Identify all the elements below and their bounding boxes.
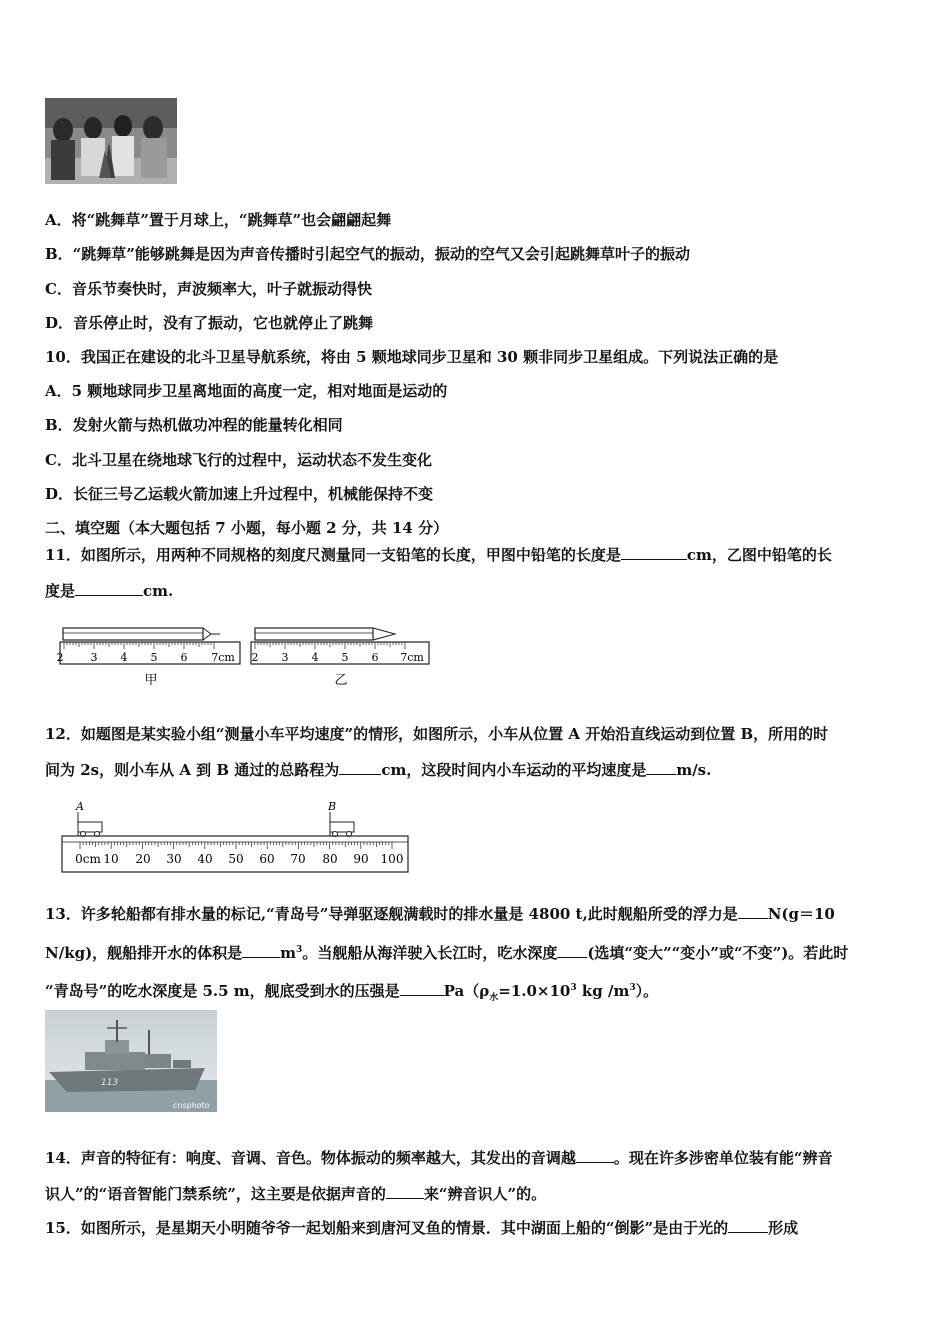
q15-text-a: 15．如图所示，是星期天小明随爷爷一起划船来到唐河叉鱼的情景．其中湖面上船的“倒影”是由于光的 — [45, 1219, 729, 1237]
q11-blank-1[interactable] — [621, 545, 687, 560]
scale-tick-0: 0cm — [75, 852, 101, 866]
ruler-jia-tick-3: 5 — [150, 651, 158, 664]
q14-text-d: 来“辨音识人”的。 — [423, 1185, 547, 1203]
q13-text-k: ）。 — [635, 982, 659, 1000]
q13-text-g: “青岛号”的吃水深度是 5.5 m，舰底受到水的压强是 — [45, 982, 400, 1000]
ruler-yi-tick-0: 2 — [251, 651, 259, 664]
q13-line2: N/kg)，舰船排开水的体积是 $m^3$。当舰船从海洋驶入长江时，吃水深度 (选填“变大”“变小”或“不变”)。若此时 — [45, 944, 849, 962]
ruler-jia — [57, 628, 241, 688]
ruler-yi-tick-3: 5 — [341, 651, 349, 664]
scale-tick-40: 40 — [197, 852, 213, 866]
scale-tick-60: 60 — [259, 852, 275, 866]
ruler-yi-tick-5: 7cm — [400, 651, 424, 664]
ruler-yi-tick-1: 3 — [281, 651, 289, 664]
scale-tick-50: 50 — [228, 852, 244, 866]
q15-text-b: 形成 — [768, 1219, 799, 1237]
q13-text-a: 13．许多轮船都有排水量的标记,“青岛号”导弹驱逐舰满载时的排水量是 4800 t,此时舰船所受的浮力是 — [45, 905, 738, 923]
photo-watermark: cnsphoto — [173, 1101, 210, 1110]
q13-text-e: 。当舰船从海洋驶入长江时，吃水深度 — [302, 944, 558, 962]
q12-text-c: m/s. — [676, 761, 712, 779]
q11-text-b: cm，乙图中铅笔的长 — [686, 546, 832, 564]
q13-text-d: m — [280, 944, 297, 962]
q9-option-d: D．音乐停止时，没有了振动，它也就停止了跳舞 — [45, 314, 374, 332]
ruler-jia-tick-2: 4 — [120, 651, 128, 664]
scale-tick-70: 70 — [290, 852, 306, 866]
warship-photo — [45, 1010, 217, 1112]
q13-text-f: (选填“变大”“变小”或“不变”)。若此时 — [587, 944, 849, 962]
q12-text-a: 间为 2s，则小车从 A 到 B 通过的总路程为 — [45, 761, 340, 779]
q11-blank-2[interactable] — [75, 581, 143, 596]
q14-blank-1[interactable] — [576, 1148, 614, 1163]
ruler-yi-tick-2: 4 — [311, 651, 319, 664]
q13-blank-3[interactable] — [557, 943, 587, 958]
q12-line2 — [45, 760, 711, 780]
q11-text-d: cm. — [143, 582, 174, 600]
scale-tick-90: 90 — [353, 852, 369, 866]
label-position-a: A — [76, 800, 84, 813]
scale-tick-100: 100 — [380, 852, 404, 866]
q14-text-c: 识人”的“语音智能门禁系统”，这主要是依据声音的 — [45, 1185, 386, 1203]
scale-tick-80: 80 — [322, 852, 338, 866]
q15-blank-1[interactable] — [728, 1218, 768, 1233]
section-fill-in-heading: 二、填空题（本大题包括 7 小题，每小题 2 分，共 14 分） — [45, 519, 449, 537]
q12-blank-1[interactable] — [339, 760, 381, 775]
q13-blank-2[interactable] — [242, 943, 280, 958]
q14-text-b: 。现在许多涉密单位装有能“辨音 — [613, 1149, 833, 1167]
q11-text-c: 度是 — [45, 582, 76, 600]
q10-option-b: B．发射火箭与热机做功冲程的能量转化相同 — [45, 416, 343, 434]
q12-line1: 12．如题图是某实验小组“测量小车平均速度”的情形，如图所示，小车从位置 A 开始沿直线运动到位置 B，所用的时 — [45, 725, 829, 743]
scale-tick-20: 20 — [135, 852, 151, 866]
q13-blank-4[interactable] — [400, 981, 444, 996]
q11-line1 — [45, 545, 832, 565]
q11-line2 — [45, 581, 173, 601]
q12-text-b: cm，这段时间内小车运动的平均速度是 — [381, 761, 647, 779]
q12-blank-2[interactable] — [646, 760, 676, 775]
q14-line1 — [45, 1148, 833, 1168]
label-position-b: B — [328, 800, 337, 813]
q13-text-i: =1.0×10 — [498, 982, 571, 1000]
ruler-yi-tick-4: 6 — [371, 651, 379, 664]
q10-option-c: C．北斗卫星在绕地球飞行的过程中，运动状态不发生变化 — [45, 451, 432, 469]
q9-option-a: A．将“跳舞草”置于月球上，“跳舞草”也会翩翩起舞 — [45, 211, 392, 229]
scale-tick-10: 10 — [103, 852, 119, 866]
ruler-jia-tick-1: 3 — [90, 651, 98, 664]
ruler-jia-tick-5: 7cm — [211, 651, 235, 664]
q10-option-d: D．长征三号乙运载火箭加速上升过程中，机械能保持不变 — [45, 485, 434, 503]
q13-text-b: N(g＝10 — [767, 905, 835, 923]
ruler-yi — [251, 628, 429, 688]
q9-option-b: B．“跳舞草”能够跳舞是因为声音传播时引起空气的振动，振动的空气又会引起跳舞草叶子的振动 — [45, 245, 690, 263]
label-yi: 乙 — [334, 673, 348, 688]
track-figure — [58, 798, 418, 878]
q14-text-a: 14．声音的特征有：响度、音调、音色。物体振动的频率越大，其发出的音调越 — [45, 1149, 576, 1167]
q13-line1 — [45, 904, 835, 924]
dancing-grass-photo — [45, 98, 177, 184]
label-jia: 甲 — [144, 673, 158, 688]
ruler-jia-tick-0: 2 — [56, 651, 64, 664]
ruler-jia-tick-4: 6 — [180, 651, 188, 664]
ruler-figure — [55, 622, 435, 690]
q10-option-a: A．5 颗地球同步卫星离地面的高度一定，相对地面是运动的 — [45, 382, 448, 400]
q13-text-h: Pa（ρ — [443, 982, 490, 1000]
q10-stem: 10．我国正在建设的北斗卫星导航系统，将由 5 颗地球同步卫星和 30 颗非同步卫星组成。下列说法正确的是 — [45, 348, 779, 366]
q13-subscript-water: 水 — [489, 993, 499, 1003]
q9-option-c: C．音乐节奏快时，声波频率大，叶子就振动得快 — [45, 280, 372, 298]
q13-blank-1[interactable] — [738, 904, 768, 919]
q13-line3: “青岛号”的吃水深度是 5.5 m，舰底受到水的压强是 $Pa(\rho_水=1.0\times 10^3$ kg $/m^3$）。 — [45, 982, 659, 1003]
q14-blank-2[interactable] — [386, 1184, 424, 1199]
scale-tick-30: 30 — [166, 852, 182, 866]
q15-line1 — [45, 1218, 798, 1238]
q13-text-c: N/kg)，舰船排开水的体积是 — [45, 944, 243, 962]
q11-text-a: 11．如图所示，用两种不同规格的刻度尺测量同一支铅笔的长度，甲图中铅笔的长度是 — [45, 546, 621, 564]
q14-line2 — [45, 1184, 546, 1204]
q13-text-j: kg /m — [576, 982, 630, 1000]
hull-number: 113 — [101, 1078, 119, 1088]
